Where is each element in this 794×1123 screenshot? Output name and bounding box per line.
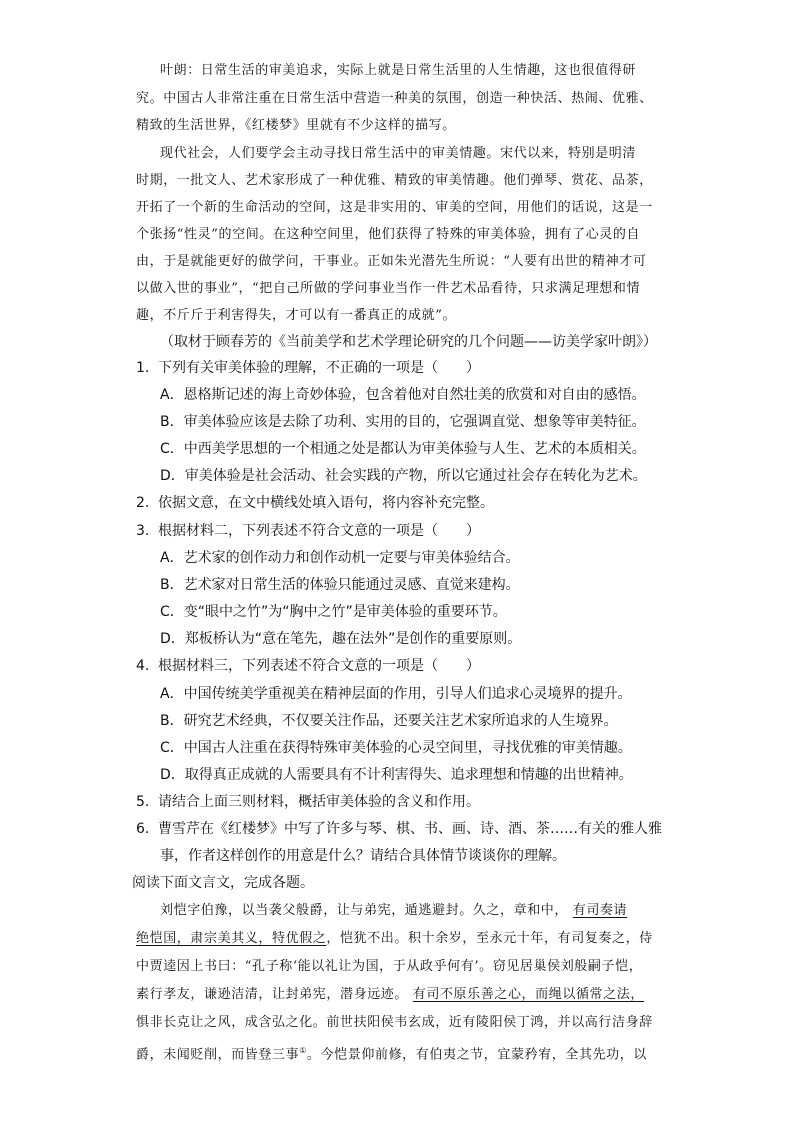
question-2 [136,494,494,512]
question-number: 4. [136,658,150,674]
option-b: B．审美体验应该是去除了功利、实用的目的，它强调直觉、想象等审美特征。 [160,414,646,430]
passage-line: 精致的生活世界，《红楼梦》里就有不少这样的描写。 [136,118,456,133]
passage-line: 叶朗：日常生活的审美追求，实际上就是日常生活里的人生情趣，这也很值得研 [160,63,637,78]
classical-text: 。今恺景仰前修，有伯夷之节，宜蒙矜宥，全其先功，以 [306,1047,647,1063]
question-3 [136,522,480,540]
passage-line: 开拓了一个新的生命活动的空间，这是非实用的、审美的空间，用他们的话说，这是一 [136,200,653,215]
question-stem: 曹雪芹在《红楼梦》中写了许多与琴、棋、书、画、诗、酒、茶……有关的雅人雅 [158,821,662,837]
option-c: C．中西美学思想的一个相通之处是都认为审美体验与人生、艺术的本质相关。 [160,441,646,457]
question-1 [136,359,480,377]
question-number: 2. [136,495,150,511]
option-a: A．艺术家的创作动力和创作动机一定要与审美体验结合。 [160,550,520,566]
option-a: A．中国传统美学重视美在精神层面的作用，引导人们追求心灵境界的提升。 [160,686,632,702]
question-number: 1. [136,360,150,376]
question-number: 6. [136,821,150,837]
passage-line: 以做入世的事业”，“把自己所做的学问事业当作一件艺术品看待，只求满足理想和情 [136,281,641,296]
classical-line: 惧非长克让之风，成含弘之化。前世扶阳侯韦玄成，近有陵阳侯丁鸿，并以高行洁身辞 [136,1015,653,1030]
question-6-continued: 事，作者这样创作的用意是什么？请结合具体情节谈谈你的理解。 [160,848,566,864]
option-d: D．郑板桥认为“意在笔先，趣在法外”是创作的重要原则。 [160,631,522,647]
passage-line: 趣，不斤斤于利害得失，才可以有一番真正的成就”。 [136,308,457,323]
underlined-sentence: 绝恺国，肃宗美其义，特优假之 [136,931,327,946]
passage-source: （取材于顾春芳的《当前美学和艺术学理论研究的几个问题——访美学家叶朗》） [160,334,657,350]
footnote-marker: ① [299,1046,307,1055]
classical-text: 刘恺字伯豫，以当袭父般爵，让与弟宪，遁逃避封。久之，章和中， [160,903,569,918]
option-b: B．艺术家对日常生活的体验只能通过灵感、直觉来建构。 [160,577,520,593]
classical-text: 爵，未闻贬削，而皆登三事 [136,1047,300,1063]
underlined-sentence: 有司奏请 [572,903,628,918]
classical-text: ，恺犹不出。积十余岁，至永元十年，有司复奏之，侍 [326,931,653,946]
option-c: C．中国古人注重在获得特殊审美体验的心灵空间里，寻找优雅的审美情趣。 [160,740,632,756]
question-stem: 根据材料二，下列表述不符合文意的一项是（ ） [158,523,480,539]
classical-line: 中贾逵因上书曰：“孔子称‘能以礼让为国，于从政乎何有’。窃见居巢侯刘般嗣子恺， [136,959,643,974]
passage-line: 个张扬“性灵”的空间。在这种空间里，他们获得了特殊的审美体验，拥有了心灵的自 [136,227,641,242]
question-stem: 依据文意，在文中横线处填入语句，将内容补充完整。 [158,495,494,511]
passage-line: 究。中国古人非常注重在日常生活中营造一种美的氛围，创造一种快活、热闹、优雅、 [136,91,653,106]
underlined-sentence: 有司不原乐善之心，而绳以循常之法， [412,987,644,1002]
question-stem: 下列有关审美体验的理解，不正确的一项是（ ） [158,360,480,376]
question-5 [136,793,480,811]
classical-text: 素行孝友，谦逊洁清，让封弟宪，潜身远迹。 [136,987,409,1002]
option-c: C．变“眼中之竹”为“胸中之竹”是审美体验的重要环节。 [160,604,507,620]
question-stem: 根据材料三，下列表述不符合文意的一项是（ ） [158,658,480,674]
classical-line [136,986,644,1004]
classical-line [136,1042,647,1064]
passage-line: 由，于是就能更好的做学问，干事业。正如朱光潜先生所说：“人要有出世的精神才可 [136,254,647,269]
question-6 [136,820,662,838]
passage-line: 时期，一批文人、艺术家形成了一种优雅、精致的审美情趣。他们弹琴、赏花、品茶， [136,173,653,188]
question-4 [136,657,480,675]
classical-line [136,930,653,948]
passage-line: 现代社会，人们要学会主动寻找日常生活中的审美情趣。宋代以来，特别是明清 [160,146,637,161]
option-a: A．恩格斯记述的海上奇妙体验，包含着他对自然壮美的欣赏和对自由的感悟。 [160,387,646,403]
classical-line [160,902,627,920]
option-d: D．审美体验是社会活动、社会实践的产物，所以它通过社会存在转化为艺术。 [160,468,647,484]
option-d: D．取得真正成就的人需要具有不计利害得失、追求理想和情趣的出世精神。 [160,767,633,783]
option-b: B．研究艺术经典，不仅要关注作品，还要关注艺术家所追求的人生境界。 [160,713,618,729]
question-number: 5. [136,794,150,810]
section-instruction: 阅读下面文言文，完成各题。 [132,875,314,891]
question-stem: 请结合上面三则材料，概括审美体验的含义和作用。 [158,794,480,810]
question-number: 3. [136,523,150,539]
